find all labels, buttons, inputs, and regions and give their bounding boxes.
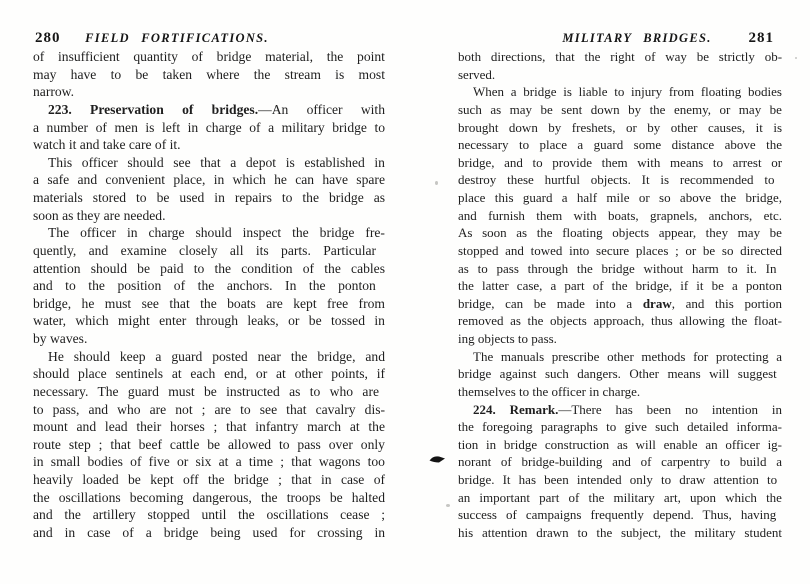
text-segment: his attention drawn to the subject, the military student [458,524,782,540]
text-line [33,506,385,524]
text-line [458,383,782,401]
text-segment: —An officer with [258,101,385,117]
text-line [33,330,385,348]
text-segment: As soon as the floating objects appear, they may be [458,225,782,241]
text-segment: and to the position of the anchors. In the ponton [33,278,376,294]
text-line [33,83,385,101]
text-line [458,330,782,348]
text-segment: served. [458,66,496,82]
text-segment: the oscillations becoming dangerous, the troops be halted [33,489,386,505]
text-line [458,506,782,524]
page-left [33,0,385,584]
text-segment: The officer in charge should inspect the bridge fre- [48,225,385,241]
text-line [33,207,385,225]
page-right [458,0,782,584]
text-segment: removed as the objects approach, thus allowing the float- [458,313,782,329]
text-line [33,242,385,260]
text-line [458,418,782,436]
text-line [458,277,782,295]
text-segment: as to pass through the bridge without harm to it. In [458,260,777,276]
text-line [458,436,782,454]
text-segment: a safe and convenient place, in which he can have spare [33,172,385,188]
text-line [458,119,782,137]
text-segment: watch it and take care of it. [33,137,181,153]
text-line [458,453,782,471]
text-segment: water, which might enter through leaks, or be tossed in [33,313,385,329]
text-segment: to pass, and who are not ; are to see that cavalry dis- [33,401,386,417]
text-segment: should place sentinels at each end, or at other points, if [33,366,386,382]
text-line [458,401,782,419]
margin-arrow-mark [429,453,446,464]
text-line [458,189,782,207]
text-segment: stopped and towed into secure places ; or be so directed [458,242,783,258]
text-line [458,295,782,313]
text-line [33,119,385,137]
text-segment: both directions, that the right of way be strictly ob- [458,49,783,64]
text-line [458,207,782,225]
text-line [33,48,385,66]
text-segment: , and this portion [671,295,783,311]
text-segment: When a bridge is liable to injury from floating bodies [473,84,782,100]
text-segment: route step ; that beef cattle be allowed to pass over only [33,436,385,452]
text-segment: attention should be paid to the condition of the cables [33,260,385,276]
text-segment: He should keep a guard posted near the bridge, and [48,348,385,364]
text-segment: in small bodies of five or six at a time ; that wagons too [33,454,385,470]
text-segment: and in case of a bridge being used for crossing in [33,524,386,540]
text-line [33,171,385,189]
text-line [33,524,385,542]
text-segment: and the artillery stopped until the oscillations cease ; [33,507,386,523]
text-segment: ing objects to pass. [458,331,557,346]
running-head: MILITARY BRIDGES. [562,31,712,45]
text-line [458,171,782,189]
text-segment: bridge. It has been intended only to draw attention to [458,472,778,487]
text-segment: —There has been no intention in [558,401,782,417]
text-line [458,66,782,84]
page-number: 281 [748,30,774,46]
text-line [458,489,782,507]
text-line [458,154,782,172]
scan-speck [795,57,797,59]
text-segment: and furnish them with boats, grapnels, anchors, etc. [458,207,783,223]
text-segment: success of campaigns frequently depend. Thus, having [458,507,777,523]
text-segment: mount and lead their horses ; that infantry march at the [33,419,386,435]
text-line [33,453,385,471]
text-line [458,312,782,330]
text-segment: tion in bridge construction as will enable an officer ig- [458,436,783,452]
running-head: FIELD FORTIFICATIONS. [85,31,269,45]
text-line [33,260,385,278]
text-segment: 223. Preservation of bridges. [48,101,259,117]
page-header [458,30,782,48]
text-segment: materials stored to be used in repairs to the bridge as [33,190,386,205]
text-segment: place this guard a half mile or so above the bridge, [458,190,782,205]
text-line [458,101,782,119]
text-line [33,66,385,84]
text-segment: may have to be taken where the stream is most [33,66,385,82]
text-segment: such as may be sent down by the enemy, or may be [458,101,782,117]
text-segment: the latter case, a part of the bridge, if it be a ponton [458,278,782,294]
text-line [33,383,385,401]
text-line [458,348,782,366]
text-line [33,471,385,489]
text-line [33,436,385,454]
text-segment: norant of bridge-building and of carpentry to build a [458,454,782,470]
text-line [33,136,385,154]
text-line [33,189,385,207]
text-segment: 224. Remark. [473,401,559,417]
text-segment: necessary. The guard must be instructed as to who are [33,383,380,399]
body-text [458,48,782,542]
body-text [33,48,385,542]
text-segment: themselves to the officer in charge. [458,383,641,399]
text-segment: brought down by freshets, or by other causes, it is [458,119,783,135]
text-line [458,365,782,383]
text-line [458,83,782,101]
text-line [33,489,385,507]
text-segment: This officer should see that a depot is established in [48,154,385,170]
text-segment: destroy these hurtful objects. It is recommended to [458,172,775,188]
text-segment: soon as they are needed. [33,207,166,223]
text-line [33,101,385,119]
text-segment: a number of men is left in charge of a military bridge to [33,119,386,135]
text-line [458,524,782,542]
text-segment: draw [642,295,672,311]
text-line [33,365,385,383]
text-line [33,348,385,366]
text-segment: bridge, and to provide them with means to arrest or [458,154,783,170]
text-segment: an important part of the military art, upon which the [458,489,782,505]
text-segment: bridge against such dangers. Other means will suggest [458,366,777,382]
text-line [33,418,385,436]
text-line [33,154,385,172]
scan-speck [435,181,438,185]
text-segment: by waves. [33,331,88,346]
scan-speck [446,504,450,507]
text-line [458,224,782,242]
text-segment: of insufficient quantity of bridge material, the point [33,49,385,64]
text-segment: bridge, can be made into a [458,295,643,311]
text-segment: The manuals prescribe other methods for protecting a [473,348,782,364]
text-line [458,471,782,489]
text-line [33,224,385,242]
text-line [458,136,782,154]
text-line [458,260,782,278]
text-segment: the foregoing paragraphs to give such detailed informa- [458,419,783,435]
text-line [33,277,385,295]
page-header [33,30,385,48]
text-segment: quently, and examine closely all its parts. Particular [33,242,377,258]
text-line [458,242,782,260]
page-number: 280 [35,30,61,46]
text-line [33,401,385,419]
text-line [33,295,385,313]
text-segment: necessary to place a guard some distance above the [458,137,782,153]
text-line [33,312,385,330]
text-segment: narrow. [33,84,75,100]
text-segment: bridge, he must see that the boats are kept free from [33,295,385,311]
text-line [458,48,782,66]
text-segment: heavily loaded be kept off the bridge ; that in case of [33,472,386,487]
